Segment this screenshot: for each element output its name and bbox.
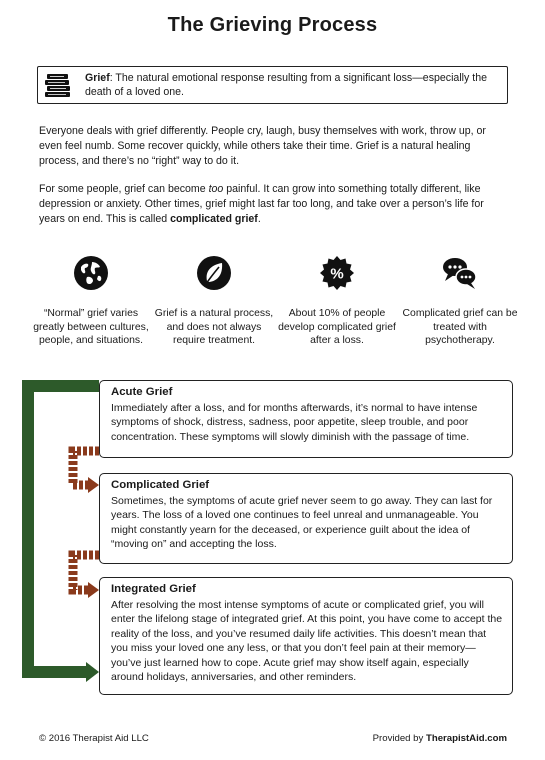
intro-p2-strong: complicated grief: [170, 212, 258, 225]
definition-term: Grief: [85, 72, 110, 84]
fact-caption: Complicated grief can be treated with psychotherapy.: [402, 308, 518, 346]
stage-title: Acute Grief: [111, 386, 173, 398]
provided-prefix: Provided by: [372, 733, 426, 744]
page-title: The Grieving Process: [167, 14, 378, 36]
stage-title: Complicated Grief: [111, 479, 210, 491]
intro-paragraph-1: Everyone deals with grief differently. People cry, laugh, busy themselves with work, throw up, or even feel numb. Some recover quickly, while others take their time. Grief is a natural healing process, and there’s no “right” way to do it.: [39, 125, 486, 167]
stage-card-integrated: [99, 577, 513, 695]
fact-caption: “Normal” grief varies greatly between cultures, people, and situations.: [33, 308, 149, 346]
svg-text:%: %: [330, 265, 344, 283]
definition-body: : The natural emotional response resulting from a significant loss—especially the death of a loved one.: [85, 72, 487, 98]
process-label: Normal Grief Process: [34, 481, 48, 611]
stage-card-complicated: [99, 473, 513, 564]
provided-by: [373, 733, 507, 744]
fact-caption: Grief is a natural process, and does not always require treatment.: [154, 308, 274, 346]
stage-text: After resolving the most intense symptoms of acute or complicated grief, you will enter the lifelong stage of integrated grief. At this point, you have come to accept the reality of the loss, and you’ve resumed daily life activities. This doesn’t mean that you miss your loved one any less, or that you don’t feel pain at their memory—you’ve just learned how to cope. Acute grief may show itself again, especially around holidays, anniversaries, and other reminders.: [111, 599, 503, 684]
stage-card-acute: [99, 380, 513, 458]
fact-caption: About 10% of people develop complicated grief after a loss.: [278, 308, 396, 346]
stage-text: Sometimes, the symptoms of acute grief never seem to go away. They can last for years. The loss of a loved one continues to feel unreal and unmanageable. You might constantly yearn for the deceased, or experience guilt about the idea of “moving on” and accepting the loss.: [111, 495, 493, 551]
intro-p2-end: .: [257, 212, 261, 225]
intro-p2-text-a: For some people, grief can become: [39, 183, 209, 195]
copyright: © 2016 Therapist Aid LLC: [39, 733, 149, 744]
stage-text: Immediately after a loss, and for months afterwards, it’s normal to have intense symptoms of shock, distress, sadness, poor appetite, sleep trouble, and poor concentration. These symptoms will slowly diminish with the passage of time.: [111, 402, 478, 443]
intro-p2-emphasis: too: [208, 183, 224, 195]
stage-title: Integrated Grief: [111, 583, 196, 595]
intro-p2-text-b: painful. It can grow into something totally different, like depression or anxiety. Other times, grief might last far too long, and take over a person’s life for years on end. This is called: [39, 183, 484, 225]
provider-link[interactable]: TherapistAid.com: [425, 733, 507, 744]
